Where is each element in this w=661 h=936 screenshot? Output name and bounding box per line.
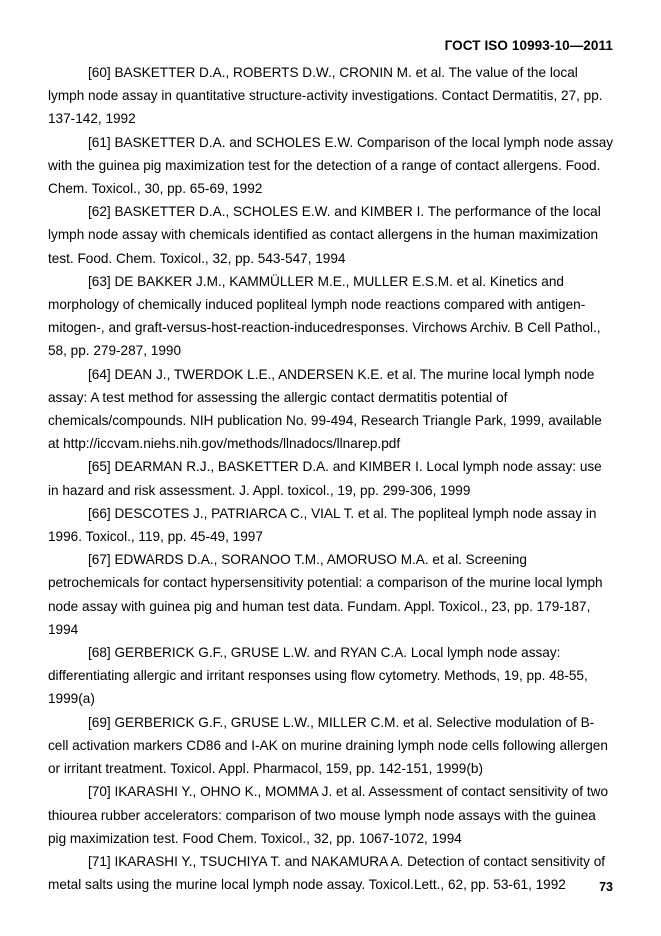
reference-item-62: [62] BASKETTER D.A., SCHOLES E.W. and KIMBER I. The performance of the local lymph node assay with chemicals identified as contact allergens in the human maximization test. Food. Chem. Toxicol., 32, pp. 543-547, 1994 <box>48 204 601 266</box>
reference-list <box>48 61 614 896</box>
reference-item-60: [60] BASKETTER D.A., ROBERTS D.W., CRONIN M. et al. The value of the local lymph node assay in quantitative structure-activity investigations. Contact Dermatitis, 27, pp. 137-142, 1992 <box>48 65 603 127</box>
reference-item-63: [63] DE BAKKER J.M., KAMMÜLLER M.E., MULLER E.S.M. et al. Kinetics and morphology of chemically induced popliteal lymph node reactions compared with antigen-mitogen-, and graft-versus-host-reaction-inducedresponses. Virchows Archiv. B Cell Pathol., 58, pp. 279-287, 1990 <box>48 273 601 359</box>
reference-item-70: [70] IKARASHI Y., OHNO K., MOMMA J. et al. Assessment of contact sensitivity of two thiourea rubber accelerators: comparison of two mouse lymph node assays with the guinea pig maximization test. Food Chem. Toxicol., 32, pp. 1067-1072, 1994 <box>48 784 609 846</box>
reference-item-67: [67] EDWARDS D.A., SORANOO T.M., AMORUSO M.A. et al. Screening petrochemicals for contact hypersensitivity potential: a comparison of the murine local lymph node assay with guinea pig and human test data. Fundam. Appl. Toxicol., 23, pp. 179-187, 1994 <box>48 552 603 637</box>
reference-item-68: [68] GERBERICK G.F., GRUSE L.W. and RYAN C.A. Local lymph node assay: differentiating allergic and irritant responses using flow cytometry. Methods, 19, pp. 48-55, 1999(a) <box>48 645 588 707</box>
reference-item-61: [61] BASKETTER D.A. and SCHOLES E.W. Comparison of the local lymph node assay with the guinea pig maximization test for the detection of a range of contact allergens. Food. Chem. Toxicol., 30, pp. 65-69, 1992 <box>48 134 614 197</box>
reference-item-69: [69] GERBERICK G.F., GRUSE L.W., MILLER C.M. et al. Selective modulation of B-cell activation markers CD86 and I-AK on murine draining lymph node cells following allergen or irritant treatment. Toxicol. Appl. Pharmacol, 159, pp. 142-151, 1999(b) <box>48 714 608 777</box>
reference-item-71: [71] IKARASHI Y., TSUCHIYA T. and NAKAMURA A. Detection of contact sensitivity of metal salts using the murine local lymph node assay. Toxicol.Lett., 62, pp. 53-61, 1992 <box>48 853 606 893</box>
reference-item-64: [64] DEAN J., TWERDOK L.E., ANDERSEN K.E. et al. The murine local lymph node assay: A test method for assessing the allergic contact dermatitis potential of chemicals/compounds. NIH publication No. 99-494, Research Triangle Park, 1999, available at http://iccvam.niehs.nih.gov/methods/llnadocs/llnarep.pdf <box>48 366 602 452</box>
document-header: ГОСТ ISO 10993-10—2011 <box>444 38 613 53</box>
reference-item-66: [66] DESCOTES J., PATRIARCA C., VIAL T. et al. The popliteal lymph node assay in 1996. Toxicol., 119, pp. 45-49, 1997 <box>48 505 597 545</box>
reference-item-65: [65] DEARMAN R.J., BASKETTER D.A. and KIMBER I. Local lymph node assay: use in hazard and risk assessment. J. Appl. toxicol., 19, pp. 299-306, 1999 <box>48 459 602 498</box>
page-number: 73 <box>599 880 613 894</box>
